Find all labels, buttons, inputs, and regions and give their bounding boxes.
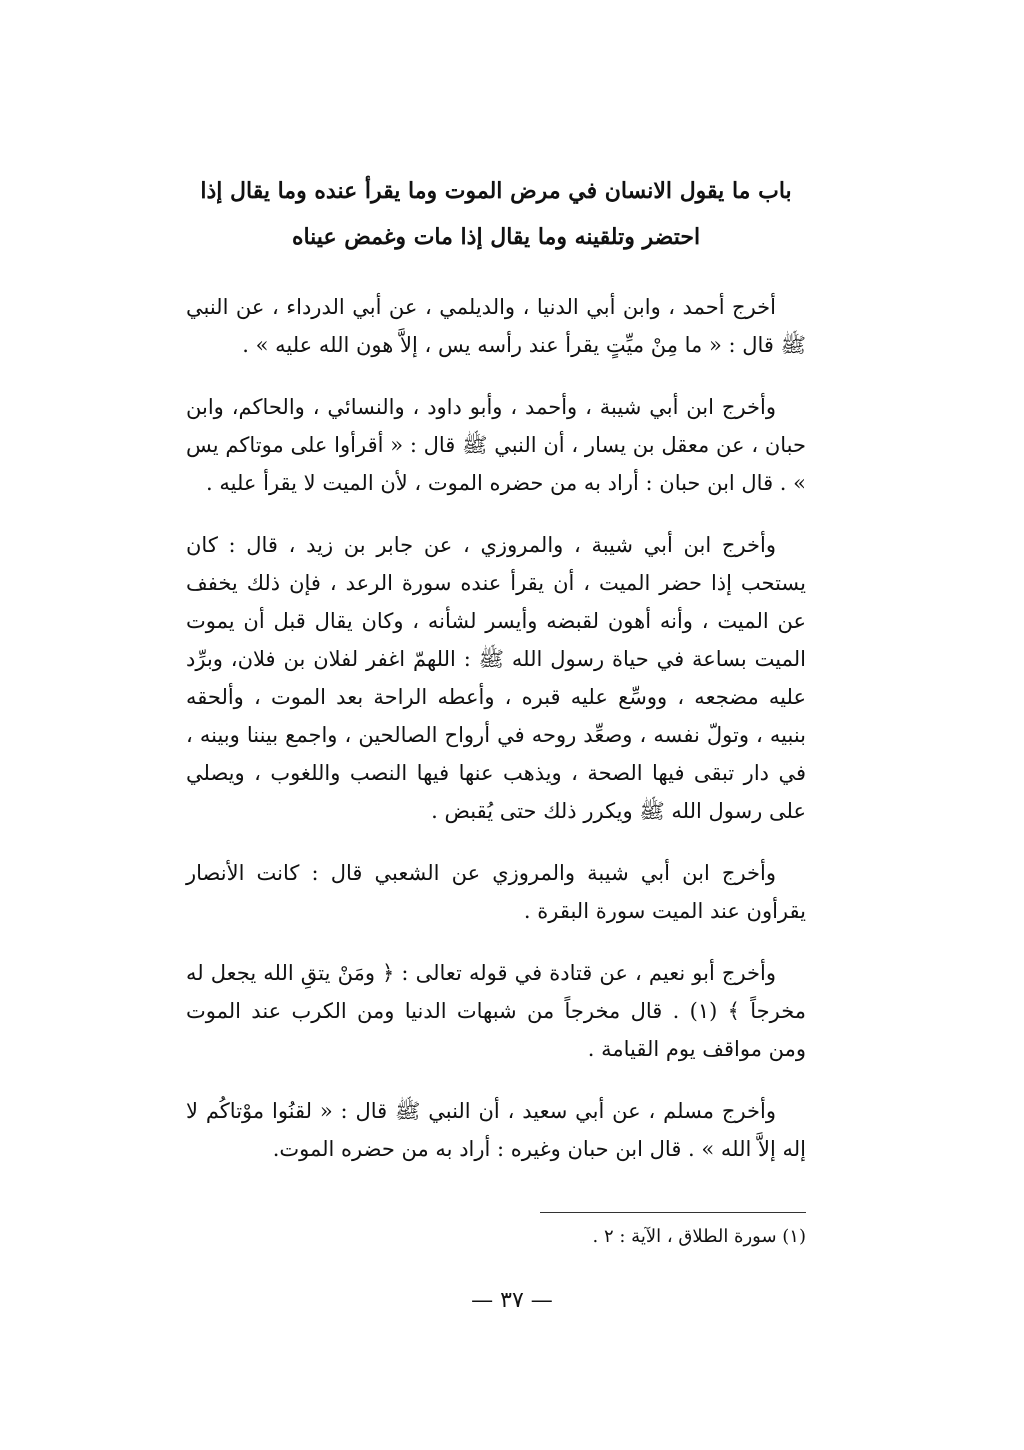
chapter-heading-line-2: احتضر وتلقينه وما يقال إذا مات وغمض عيناه [291,224,701,250]
paragraph: أخرج أحمد ، وابن أبي الدنيا ، والديلمي ، عن أبي الدرداء ، عن النبي ﷺ قال : « ما مِنْ ميِّتٍ يقرأ عند رأسه يس ، إلاَّ هون الله عليه » . [186,295,806,357]
paragraph: وأخرج ابن أبي شيبة ، وأحمد ، وأبو داود ، والنسائي ، والحاكم، وابن حبان ، عن معقل بن يسار ، أن النبي ﷺ قال : « أقرأوا على موتاكم يس » . قال ابن حبان : أراد به من حضره الموت ، لأن الميت لا يقرأ عليه . [186,395,806,495]
paragraph: وأخرج مسلم ، عن أبي سعيد ، أن النبي ﷺ قال : « لقنُوا موْتاكُم لا إله إلاَّ الله » . قال ابن حبان وغيره : أراد به من حضره الموت. [186,1099,806,1161]
page-body [186,168,806,1192]
page-number: — ٣٧ — [471,1288,553,1313]
chapter-heading-line-1: باب ما يقول الانسان في مرض الموت وما يقرأ عنده وما يقال إذا [200,178,792,204]
chapter-heading [186,168,806,260]
paragraph: وأخرج ابن أبي شيبة والمروزي عن الشعبي قال : كانت الأنصار يقرأون عند الميت سورة البقرة . [186,861,806,923]
paragraph: وأخرج ابن أبي شيبة ، والمروزي ، عن جابر بن زيد ، قال : كان يستحب إذا حضر الميت ، أن يقرأ عنده سورة الرعد ، فإن ذلك يخفف عن الميت ، وأنه أهون لقبضه وأيسر لشأنه ، وكان يقال قبل أن يموت الميت بساعة في حياة رسول الله ﷺ : اللهمّ اغفر لفلان بن فلان، وبرِّد عليه مضجعه ، ووسِّع عليه قبره ، وأعطه الراحة بعد الموت ، وألحقه بنبيه ، وتولّ نفسه ، وصعِّد روحه في أرواح الصالحين ، واجمع بيننا وبينه ، في دار تبقى فيها الصحة ، ويذهب عنها فيها النصب واللغوب ، ويصلي على رسول الله ﷺ ويكرر ذلك حتى يُقبض . [186,533,807,823]
footnote-divider [540,1212,806,1213]
footnote: (١) سورة الطلاق ، الآية : ٢ . [592,1226,806,1247]
paragraph: وأخرج أبو نعيم ، عن قتادة في قوله تعالى : ﴿ ومَنْ يتقِ الله يجعل له مخرجاً ﴾ (١) . قال مخرجاً من شبهات الدنيا ومن الكرب عند الموت ومن مواقف يوم القيامة . [186,961,806,1061]
